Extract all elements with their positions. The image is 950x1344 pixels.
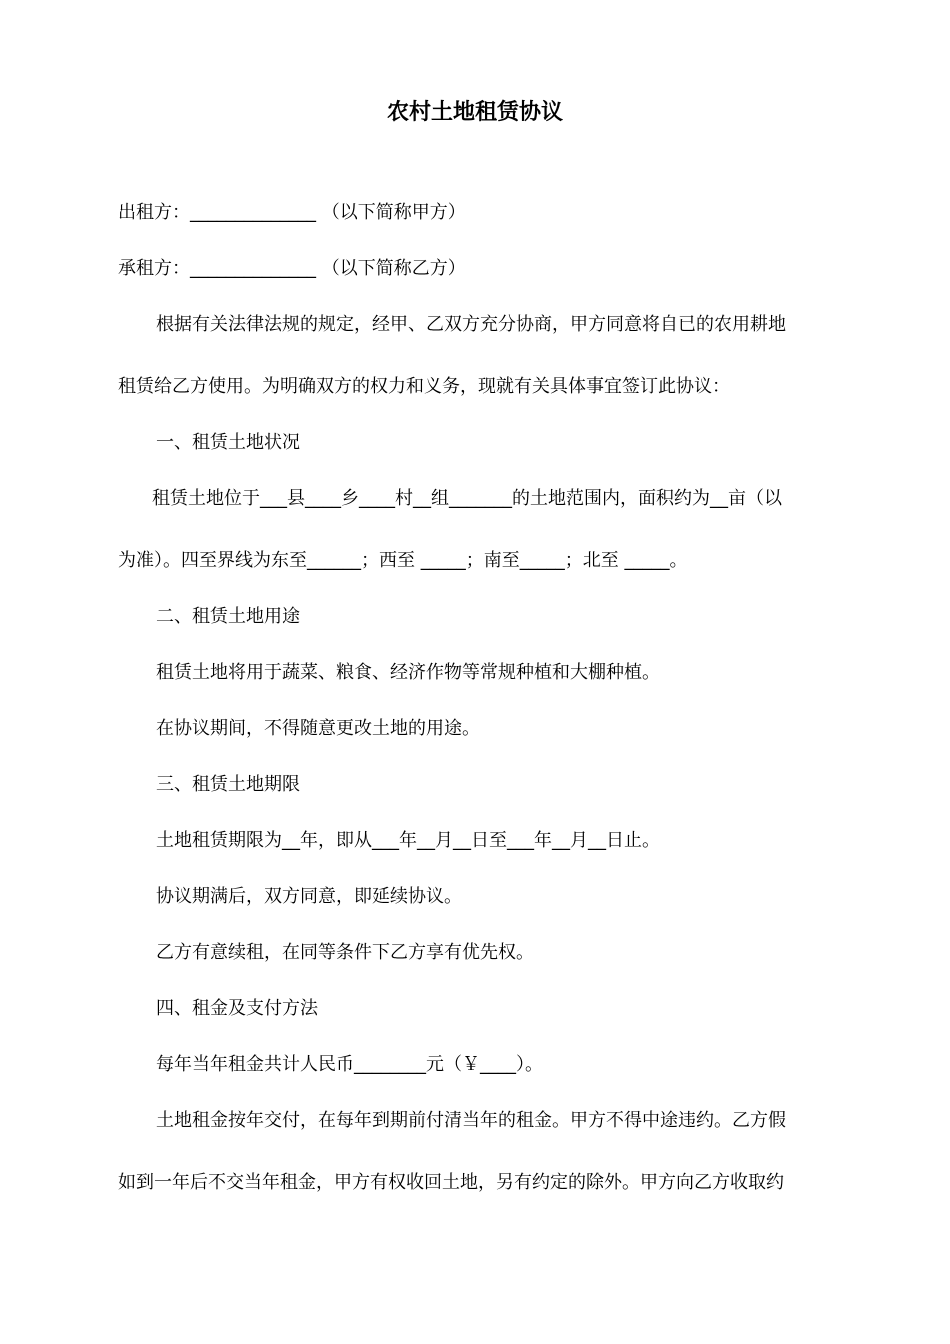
section-3-heading: 三、租赁土地期限 — [156, 774, 300, 795]
section-2-line-1: 租赁土地将用于蔬菜、粮食、经济作物等常规种植和大棚种植。 — [156, 662, 660, 683]
section-1-line-1: 租赁土地位于___县____乡____村__组_______的土地范围内，面积约为__亩（以 — [152, 488, 782, 509]
section-1-heading: 一、租赁土地状况 — [156, 432, 300, 453]
section-4-line-2: 土地租金按年交付，在每年到期前付清当年的租金。甲方不得中途违约。乙方假 — [156, 1110, 786, 1131]
section-4-line-1: 每年当年租金共计人民币________元（￥____）。 — [156, 1054, 543, 1075]
section-4-heading: 四、租金及支付方法 — [156, 998, 318, 1019]
section-4-line-3: 如到一年后不交当年租金，甲方有权收回土地，另有约定的除外。甲方向乙方收取约 — [118, 1172, 784, 1193]
preamble-line-2: 租赁给乙方使用。为明确双方的权力和义务，现就有关具体事宜签订此协议： — [118, 376, 730, 397]
section-3-line-1: 土地租赁期限为__年，即从___年__月__日至___年__月__日止。 — [156, 830, 660, 851]
section-2-heading: 二、租赁土地用途 — [156, 606, 300, 627]
section-3-line-2: 协议期满后，双方同意，即延续协议。 — [156, 886, 462, 907]
document-title: 农村土地租赁协议 — [386, 100, 563, 125]
lessee-line: 承租方：______________ （以下简称乙方） — [118, 258, 466, 279]
section-2-line-2: 在协议期间，不得随意更改土地的用途。 — [156, 718, 480, 739]
preamble-line-1: 根据有关法律法规的规定，经甲、乙双方充分协商，甲方同意将自已的农用耕地 — [156, 314, 786, 335]
section-3-line-3: 乙方有意续租，在同等条件下乙方享有优先权。 — [156, 942, 534, 963]
section-1-line-2: 为准）。四至界线为东至______；西至 _____；南至_____；北至 _____。 — [118, 550, 688, 571]
lessor-line: 出租方：______________ （以下简称甲方） — [118, 202, 466, 223]
